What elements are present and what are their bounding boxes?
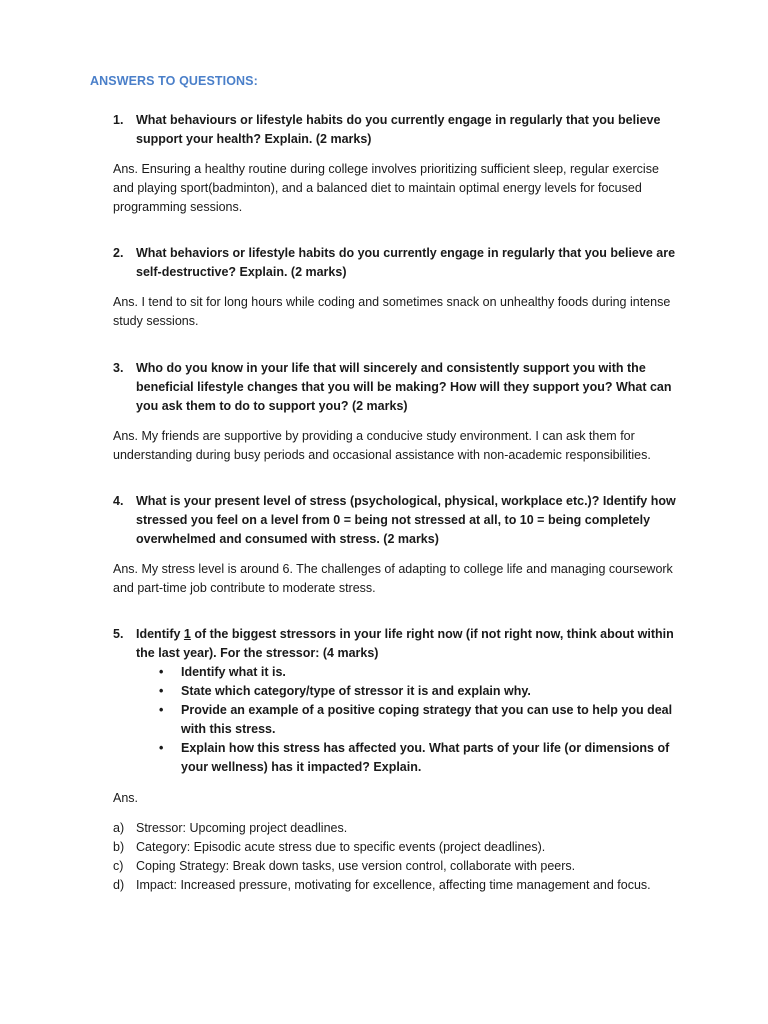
- question-block-3: [113, 359, 683, 465]
- question-block-1: [113, 111, 683, 217]
- bullet-text: Provide an example of a positive coping strategy that you can use to help you deal with this stress.: [181, 703, 673, 736]
- question-number: 1.: [113, 113, 124, 127]
- answer-5-label: Ans.: [113, 791, 139, 805]
- bullet-icon: •: [159, 665, 164, 679]
- answer-item-text: Coping Strategy: Break down tasks, use version control, collaborate with peers.: [136, 859, 576, 873]
- question-block-4: [113, 492, 683, 598]
- bullet-item: [159, 682, 683, 701]
- bullet-item: [159, 739, 683, 777]
- question-text-before: Identify: [136, 627, 184, 641]
- question-text: What behaviors or lifestyle habits do you currently engage in regularly that you believe are self-destructive? Explain. (2 marks): [136, 246, 676, 279]
- question-block-2: [113, 244, 683, 331]
- question-text: What behaviours or lifestyle habits do you currently engage in regularly that you believe support your health? Explain. (2 marks): [136, 113, 661, 146]
- bullet-item: [159, 701, 683, 739]
- question-text: What is your present level of stress (psychological, physical, workplace etc.)? Identify how stressed you feel on a level from 0 = being not stressed at all, to 10 = being completely overwhelmed and consumed with stress. (2 marks): [136, 494, 676, 546]
- answer-1: Ans. Ensuring a healthy routine during college involves prioritizing sufficient sleep, regular exercise and playing sport(badminton), and a balanced diet to maintain optimal energy levels for focused programming sessions.: [113, 162, 659, 214]
- question-number: 5.: [113, 627, 124, 641]
- bullet-text: State which category/type of stressor it is and explain why.: [181, 684, 531, 698]
- question-text-after: of the biggest stressors in your life right now (if not right now, think about within the last year). For the stressor: (4 marks): [136, 627, 674, 660]
- question-4: [113, 492, 683, 549]
- answer-item-text: Impact: Increased pressure, motivating for excellence, affecting time management and focus.: [136, 878, 651, 892]
- answer-list-item: [113, 819, 683, 838]
- answer-2: Ans. I tend to sit for long hours while coding and sometimes snack on unhealthy foods during intense study sessions.: [113, 295, 671, 328]
- answer-item-label: b): [113, 840, 125, 854]
- answer-item-label: a): [113, 821, 125, 835]
- answer-list-item: [113, 838, 683, 857]
- stressor-bullet-list: [136, 663, 683, 777]
- question-number: 4.: [113, 494, 124, 508]
- bullet-text: Explain how this stress has affected you. What parts of your life (or dimensions of your wellness) has it impacted? Explain.: [181, 741, 670, 774]
- answer-3: Ans. My friends are supportive by providing a conducive study environment. I can ask them for understanding during busy periods and occasional assistance with non-academic responsibilities.: [113, 429, 651, 462]
- page-heading: ANSWERS TO QUESTIONS:: [90, 74, 258, 88]
- question-5: [113, 625, 683, 777]
- question-1: [113, 111, 683, 149]
- question-text-underlined: 1: [183, 627, 191, 641]
- question-number: 2.: [113, 246, 124, 260]
- answer-list-item: [113, 857, 683, 876]
- answer-list-item: [113, 876, 683, 895]
- question-text: Who do you know in your life that will sincerely and consistently support you with the beneficial lifestyle changes that you will be making? How will they support you? What can you ask them to do to support you? (2 marks): [136, 361, 672, 413]
- bullet-text: Identify what it is.: [181, 665, 286, 679]
- bullet-icon: •: [159, 684, 164, 698]
- question-block-5: [113, 625, 683, 895]
- bullet-icon: •: [159, 703, 164, 717]
- question-2: [113, 244, 683, 282]
- answer-item-label: d): [113, 878, 125, 892]
- answer-5-list: [113, 819, 683, 895]
- bullet-item: [159, 663, 683, 682]
- answer-item-text: Stressor: Upcoming project deadlines.: [136, 821, 348, 835]
- answer-item-label: c): [113, 859, 124, 873]
- question-3: [113, 359, 683, 416]
- question-number: 3.: [113, 361, 124, 375]
- bullet-icon: •: [159, 741, 164, 755]
- answer-item-text: Category: Episodic acute stress due to specific events (project deadlines).: [136, 840, 546, 854]
- answer-4: Ans. My stress level is around 6. The challenges of adapting to college life and managing coursework and part-time job contribute to moderate stress.: [113, 562, 673, 595]
